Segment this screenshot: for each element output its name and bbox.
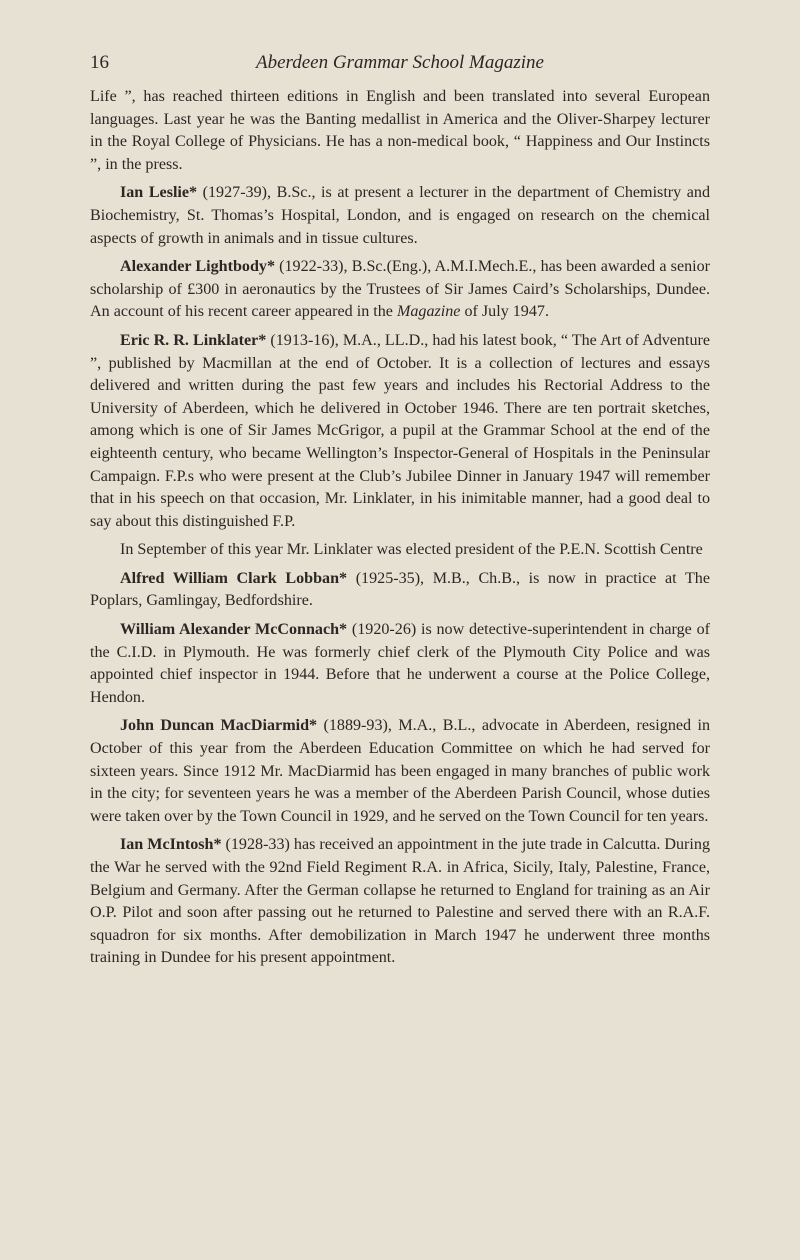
entry-text: (1922-33), B.Sc.(Eng.), A.M.I.Mech.E., has been awarded a senior scholarship of £300 in aeronautics by the Trustees of Sir James Caird’s Scholarships, Dundee. An account of his recent career appeared in the (90, 258, 711, 321)
article-body (90, 86, 710, 976)
entry-text: (1913-16), M.A., LL.D., had his latest book, “ The Art of Adventure ”, published by Macmillan at the end of October. It is a collection of lectures and essays delivered and written during the past few years and includes his Rectorial Address to the University of Aberdeen, which he delivered in October 1946. There are ten portrait sketches, among which is one of Sir James McGrigor, a pupil at the Grammar School at the end of the eighteenth century, who became Wellington’s Inspector-General of Hospitals in the Peninsular Campaign. F.P.s who were present at the Club’s Jubilee Dinner in January 1947 will remember that in his speech on that occasion, Mr. Linklater, in his inimitable manner, had a good deal to say about this distinguished F.P. (90, 331, 710, 530)
entry-text: (1920-26) is now detective-superintendent in charge of the C.I.D. in Plymouth. He was formerly chief clerk of the Plymouth City Police and was appointed chief inspector in 1944. Before that he underwent a course at the Police College, Hendon. (90, 621, 710, 706)
paragraph-continuation (90, 86, 710, 176)
entry-name: Ian Leslie* (120, 184, 198, 202)
entry-ian-mcintosh (90, 834, 710, 970)
entry-alfred-lobban (90, 568, 710, 613)
entry-eric-linklater (90, 330, 710, 533)
entry-text-end: of July 1947. (460, 303, 549, 321)
entry-alexander-lightbody (90, 256, 710, 324)
entry-text: (1927-39), B.Sc., is at present a lecturer in the department of Chemistry and Biochemistry, St. Thomas’s Hospital, London, and is engaged on research on the chemical aspects of growth in animals and in tissue cultures. (90, 184, 710, 247)
entry-text: (1889-93), M.A., B.L., advocate in Aberdeen, resigned in October of this year from the Aberdeen Education Committee on which he had served for sixteen years. Since 1912 Mr. MacDiarmid has been engaged in many branches of public work in the city; for seventeen years he was a member of the Aberdeen Parish Council, whose duties were taken over by the Town Council in 1929, and he served on the Town Council for ten years. (90, 717, 711, 825)
entry-text: (1925-35), M.B., Ch.B., is now in practice at The Poplars, Gamlingay, Bedfordshire. (90, 569, 710, 610)
entry-ian-leslie (90, 182, 710, 250)
paragraph-text: In September of this year Mr. Linklater was elected president of the P.E.N. Scottish Centre (120, 541, 703, 559)
entry-william-mcconnach (90, 619, 710, 709)
entry-text: (1928-33) has received an appointment in the jute trade in Calcutta. During the War he served with the 92nd Field Regiment R.A. in Africa, Sicily, Italy, Palestine, France, Belgium and Germany. After the German collapse he returned to England for training as an Air O.P. Pilot and soon after passing out he returned to Palestine and served there with an R.A.F. squadron for six months. After demobilization in March 1947 he underwent three months training in Dundee for his present appointment. (90, 836, 710, 967)
magazine-title-italic: Magazine (396, 303, 461, 321)
paragraph-text: Life ”, has reached thirteen editions in English and been translated into several European languages. Last year he was the Banting medallist in America and the Oliver-Sharpey lecturer in the Royal College of Physicians. He has a non-medical book, “ Happiness and Our Instincts ”, in the press. (90, 88, 710, 173)
entry-name: Eric R. R. Linklater* (120, 331, 267, 349)
page-header (90, 52, 710, 76)
entry-name: John Duncan MacDiarmid* (120, 717, 318, 735)
page-number: 16 (90, 52, 109, 73)
entry-name: Alexander Lightbody* (120, 258, 275, 276)
entry-name: Alfred William Clark Lobban* (120, 569, 348, 587)
entry-name: Ian McIntosh* (120, 836, 222, 854)
paragraph-linklater-pen (90, 539, 710, 562)
entry-john-macdiarmid (90, 715, 710, 828)
running-title: Aberdeen Grammar School Magazine (256, 52, 544, 73)
entry-name: William Alexander McConnach* (120, 621, 348, 639)
